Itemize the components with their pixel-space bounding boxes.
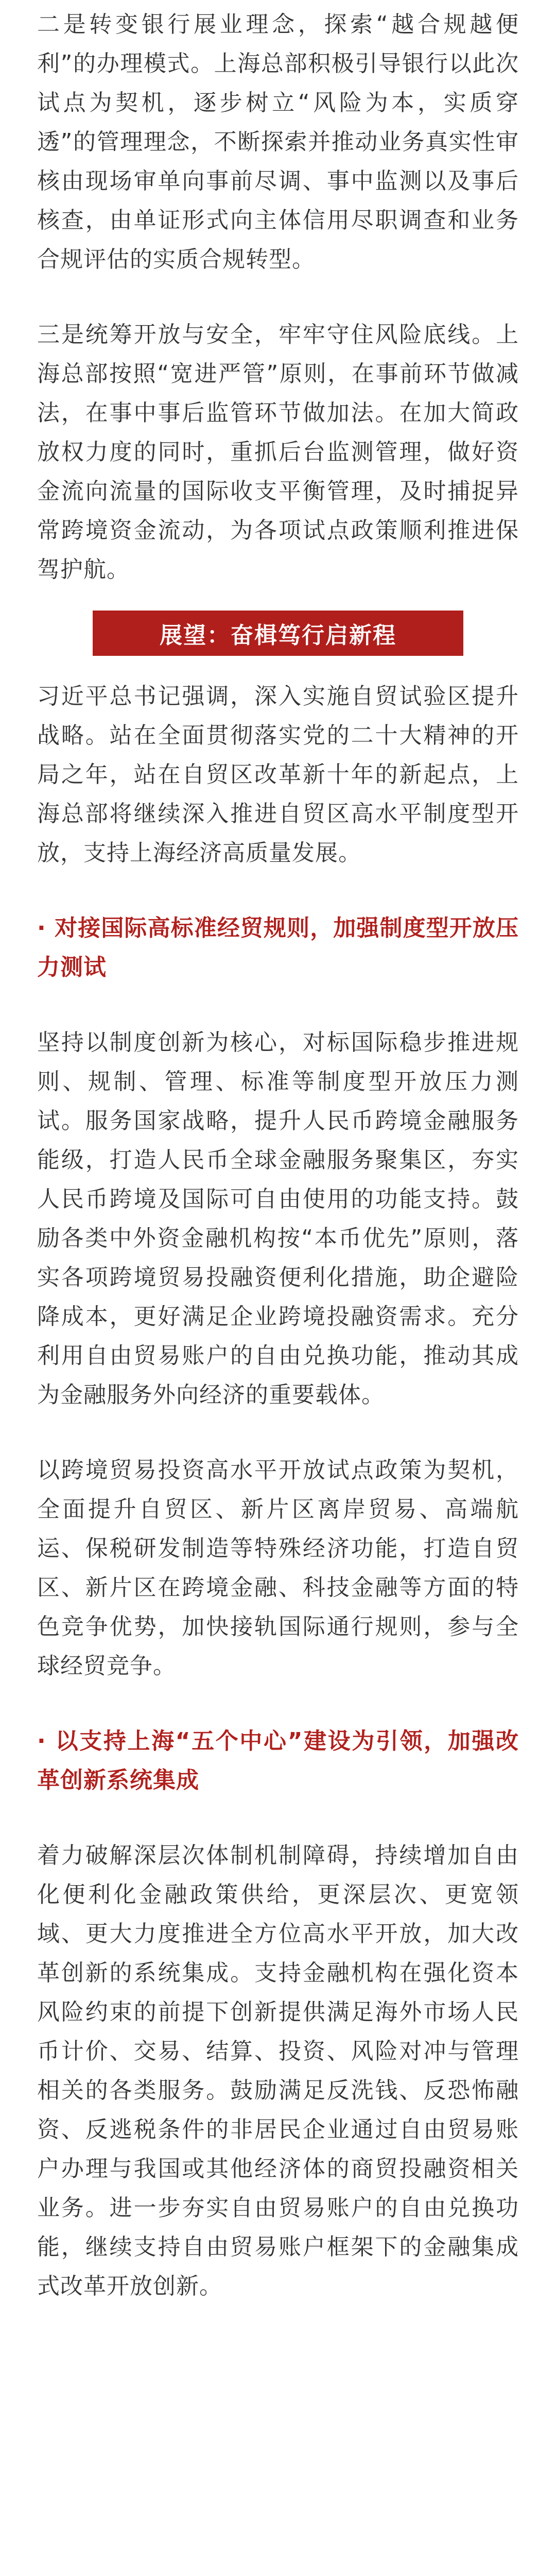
subheading-five-centers: · 以支持上海“五个中心”建设为引领，加强改革创新系统集成 <box>37 1728 519 1793</box>
paragraph-spacer <box>37 987 519 1023</box>
paragraph-cross-border-trade: 以跨境贸易投资高水平开放试点政策为契机，全面提升自贸区、新片区离岸贸易、高端航运、保税研发制造等特殊经济功能，打造自贸区、新片区在跨境金融、科技金融等方面的特色竞争优势，加快接轨国际通行规则，参与全球经贸竞争。 <box>37 1457 519 1679</box>
paragraph-institutional-innovation: 坚持以制度创新为核心，对标国际稳步推进规则、规制、管理、标准等制度型开放压力测试。服务国家战略，提升人民币跨境金融服务能级，打造人民币全球金融服务聚集区，夯实人民币跨境及国际可自由使用的功能支持。鼓励各类中外资金融机构按“本币优先”原则，落实各项跨境贸易投融资便利化措施，助企避险降成本，更好满足企业跨境投融资需求。充分利用自由贸易账户的自由兑换功能，推动其成为金融服务外向经济的重要载体。 <box>37 1029 519 1408</box>
paragraph-spacer <box>37 279 519 315</box>
paragraph-spacer <box>37 873 519 909</box>
paragraph-outlook-intro: 习近平总书记强调，深入实施自贸试验区提升战略。站在全面贯彻落实党的二十大精神的开局之年，站在自贸区改革新十年的新起点，上海总部将继续深入推进自贸区高水平制度型开放，支持上海经济高质量发展。 <box>37 683 519 866</box>
paragraph-bank-compliance: 二是转变银行展业理念，探索“越合规越便利”的办理模式。上海总部积极引导银行以此次试点为契机，逐步树立“风险为本，实质穿透”的管理理念，不断探索并推动业务真实性审核由现场审单向事前尽调、事中监测以及事后核查，由单证形式向主体信用尽职调查和业务合规评估的实质合规转型。 <box>37 11 519 273</box>
paragraph-spacer <box>37 1686 519 1722</box>
paragraph-risk-bottom-line: 三是统筹开放与安全，牢牢守住风险底线。上海总部按照“宽进严管”原则，在事前环节做减法，在事中事后监管环节做加法。在加大简政放权力度的同时，重抓后台监测管理，做好资金流向流量的国际收支平衡管理，及时捕捉异常跨境资金流动，为各项试点政策顺利推进保驾护航。 <box>37 321 519 583</box>
section-banner: 展望：奋楫笃行启新程 <box>93 611 463 656</box>
paragraph-spacer <box>37 1800 519 1836</box>
subheading-international-rules: · 对接国际高标准经贸规则，加强制度型开放压力测试 <box>37 915 519 980</box>
paragraph-reform-integration: 着力破解深层次体制机制障碍，持续增加自由化便利化金融政策供给，更深层次、更宽领域、更大力度推进全方位高水平开放，加大改革创新的系统集成。支持金融机构在强化资本风险约束的前提下创新提供满足海外市场人民币计价、交易、结算、投资、风险对冲与管理相关的各类服务。鼓励满足反洗钱、反恐怖融资、反逃税条件的非居民企业通过自由贸易账户办理与我国或其他经济体的商贸投融资相关业务。进一步夯实自由贸易账户的自由兑换功能，继续支持自由贸易账户框架下的金融集成式改革开放创新。 <box>37 1842 519 2299</box>
section-banner-wrap <box>37 589 519 677</box>
paragraph-spacer <box>37 1415 519 1451</box>
